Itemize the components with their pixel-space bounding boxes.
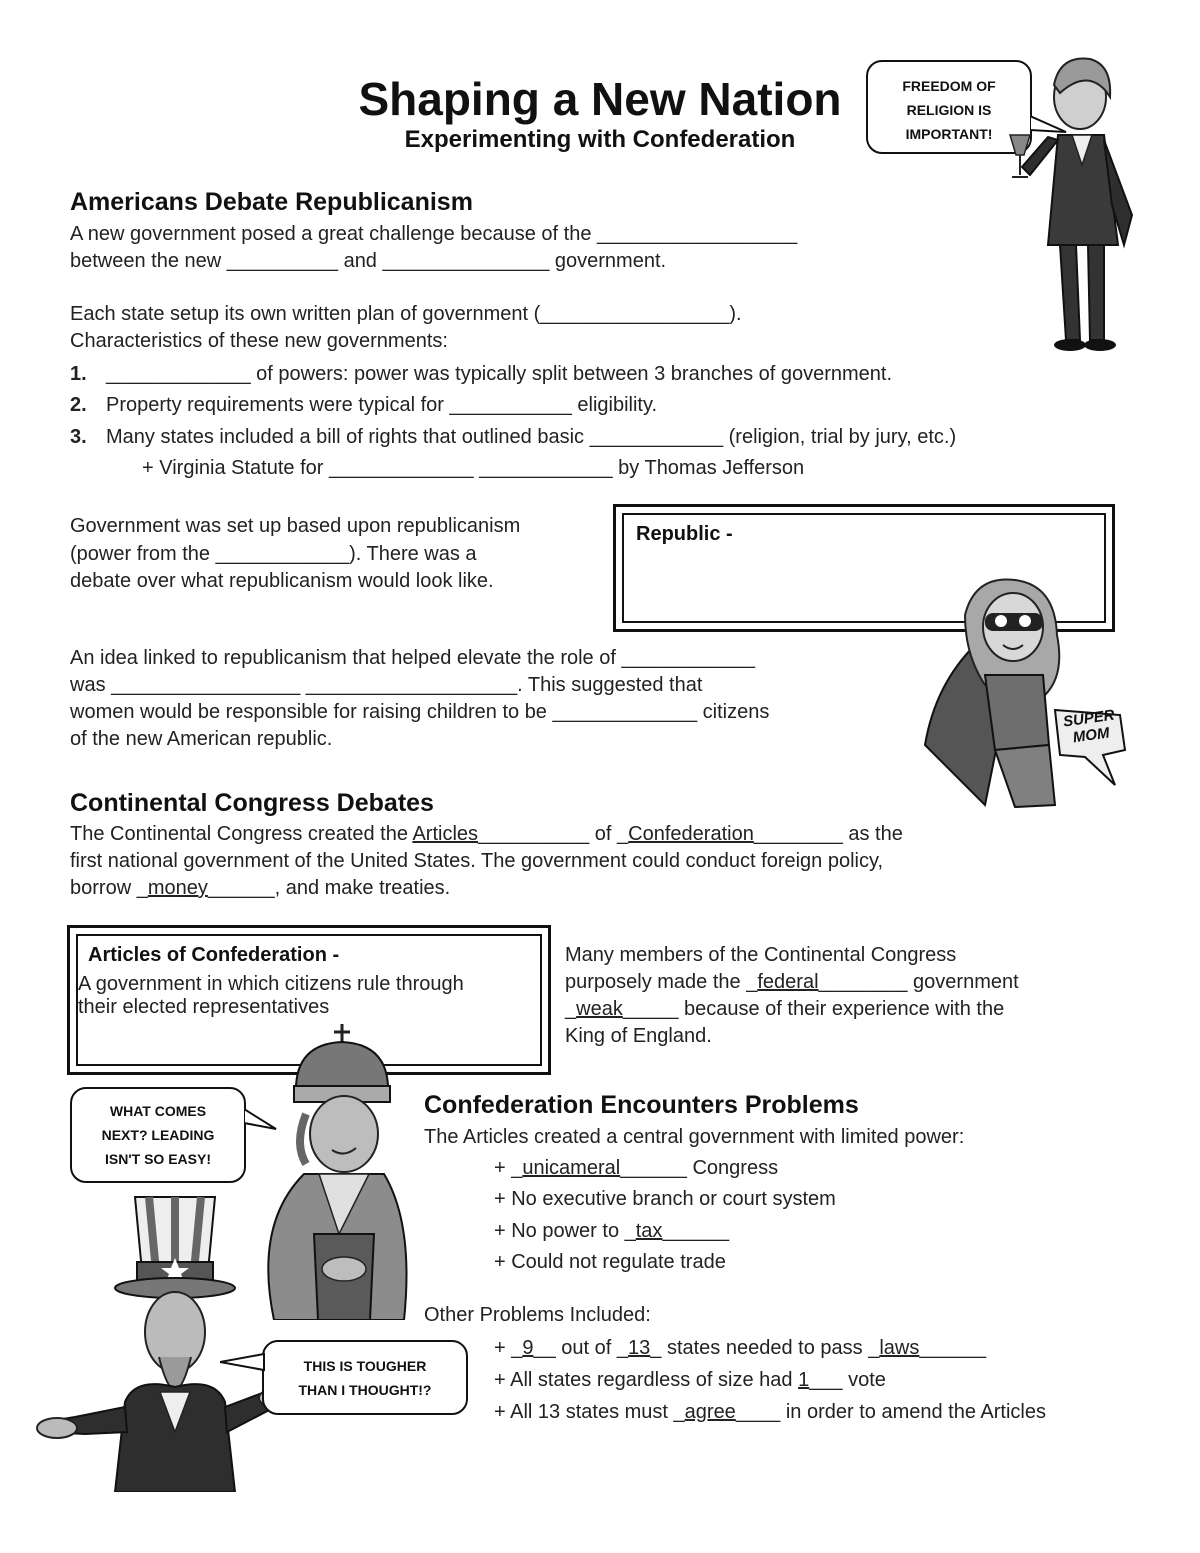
text-span: + _: [494, 1157, 523, 1179]
list-number: 1.: [70, 363, 87, 385]
answer-tax: tax: [635, 1220, 663, 1242]
articles-definition-line: their elected representatives: [78, 996, 330, 1018]
bubble-tail: [220, 1352, 266, 1376]
text-line: first national government of the United States. The government could conduct foreign policy,: [70, 850, 884, 872]
uncle-sam-speech-bubble: [262, 1340, 468, 1415]
text-span: + All 13 states must _: [494, 1401, 685, 1423]
text-span: + All states regardless of size had: [494, 1369, 799, 1391]
list-number: 3.: [70, 426, 87, 448]
list-item: [70, 361, 892, 388]
uncle-sam-illustration: [35, 1192, 285, 1492]
text-line: was _________________ ___________________. This suggested that: [70, 674, 703, 696]
text-line: The Articles created a central government with limited power:: [424, 1126, 965, 1148]
text-span: + _: [494, 1337, 523, 1359]
text-span: _ states needed to pass _: [650, 1337, 880, 1359]
list-item: [70, 392, 657, 419]
text-line: A new government posed a great challenge because of the __________________: [70, 223, 798, 245]
list-text: Many states included a bill of rights that outlined basic ____________ (religion, trial by jury, etc.): [106, 426, 957, 448]
bubble-line: THIS IS TOUGHER: [303, 1358, 427, 1374]
text-span: ______, and make treaties.: [207, 877, 451, 899]
bubble-line: IMPORTANT!: [905, 126, 993, 142]
text-span: ___ vote: [809, 1369, 886, 1391]
answer-articles: Articles: [412, 823, 479, 845]
sub-list-item: + Virginia Statute for _____________ ____________ by Thomas Jefferson: [142, 457, 805, 479]
bullet-item: [494, 1335, 986, 1362]
page-title: Shaping a New Nation: [358, 73, 842, 125]
page-subtitle: Experimenting with Confederation: [404, 126, 796, 153]
bubble-line: NEXT? LEADING: [101, 1127, 215, 1143]
text-line: of the new American republic.: [70, 728, 333, 750]
text-span: _: [565, 998, 577, 1020]
section-heading-problems: Confederation Encounters Problems: [424, 1091, 859, 1119]
bullet-item: [494, 1399, 1046, 1426]
text-line: purposely made the _federal________ government: [565, 971, 1019, 993]
text-line: Many members of the Continental Congress: [565, 944, 957, 966]
text-span: purposely made the: [565, 971, 747, 993]
text-line: [70, 875, 450, 902]
answer-agree: agree: [684, 1401, 736, 1423]
sign-line: SUPER: [1062, 706, 1116, 731]
text-line: [70, 821, 903, 848]
text-line: (power from the ____________). There was a: [70, 543, 477, 565]
list-text: _____________ of powers: power was typically split between 3 branches of government.: [106, 363, 893, 385]
bubble-line: WHAT COMES: [109, 1103, 207, 1119]
sign-line: MOM: [1071, 724, 1111, 747]
text-span: The Continental Congress created the: [70, 823, 413, 845]
text-line: [565, 996, 1004, 1023]
text-line: Government was set up based upon republicanism: [70, 515, 521, 537]
bubble-line: RELIGION IS: [906, 102, 992, 118]
answer-thirteen: 13: [628, 1337, 651, 1359]
answer-unicameral: unicameral: [522, 1157, 621, 1179]
text-span: ______: [919, 1337, 987, 1359]
text-line: debate over what republicanism would look like.: [70, 570, 494, 592]
republic-box-label: Republic -: [636, 523, 733, 545]
text-line: Each state setup its own written plan of government (_________________).: [70, 303, 742, 325]
bubble-tail: [244, 1105, 280, 1135]
bubble-line: ISN'T SO EASY!: [104, 1151, 211, 1167]
text-line: Characteristics of these new governments:: [70, 330, 448, 352]
articles-definition-line: A government in which citizens rule through: [78, 973, 464, 995]
text-line: between the new __________ and _______________ government.: [70, 250, 667, 272]
bullet-item: + No executive branch or court system: [494, 1188, 836, 1210]
text-span: ______: [662, 1220, 730, 1242]
bullet-item: [494, 1155, 778, 1182]
jefferson-illustration: [1000, 45, 1150, 365]
answer-laws: laws: [879, 1337, 920, 1359]
list-item: [70, 424, 956, 451]
king-speech-bubble: [70, 1087, 246, 1183]
bubble-line: FREEDOM OF: [902, 78, 996, 94]
answer-federal: federal: [757, 971, 819, 993]
answer-nine: 9: [522, 1337, 534, 1359]
text-span: __________ of _: [478, 823, 629, 845]
bubble-line: THAN I THOUGHT!?: [298, 1382, 432, 1398]
text-line: King of England.: [565, 1025, 712, 1047]
list-number: 2.: [70, 394, 87, 416]
section-heading-republicanism: Americans Debate Republicanism: [70, 188, 473, 216]
articles-box-label: Articles of Confederation -: [88, 944, 340, 966]
text-span: borrow _: [70, 877, 148, 899]
bullet-item: + No power to _tax______: [494, 1220, 730, 1242]
text-line: Other Problems Included:: [424, 1304, 651, 1326]
bullet-item: + Could not regulate trade: [494, 1251, 726, 1273]
answer-money: money: [147, 877, 208, 899]
section-heading-congress: Continental Congress Debates: [70, 789, 434, 817]
text-span: ____ in order to amend the Articles: [735, 1401, 1046, 1423]
text-span: ______ Congress: [620, 1157, 779, 1179]
bullet-item: [494, 1367, 886, 1394]
text-span: ________ government: [818, 971, 1019, 993]
text-span: ________ as the: [753, 823, 903, 845]
text-line: women would be responsible for raising children to be _____________ citizens: [70, 701, 770, 723]
supermom-illustration: [915, 575, 1145, 810]
answer-one: 1: [798, 1369, 810, 1391]
answer-weak: weak: [576, 998, 623, 1020]
text-span: + No power to: [494, 1220, 625, 1242]
list-text: Property requirements were typical for ___________ eligibility.: [106, 394, 658, 416]
text-span: _____ because of their experience with the: [622, 998, 1005, 1020]
answer-confederation: Confederation: [628, 823, 754, 845]
text-line: An idea linked to republicanism that helped elevate the role of ____________: [70, 647, 755, 669]
text-span: __ out of _: [533, 1337, 629, 1359]
